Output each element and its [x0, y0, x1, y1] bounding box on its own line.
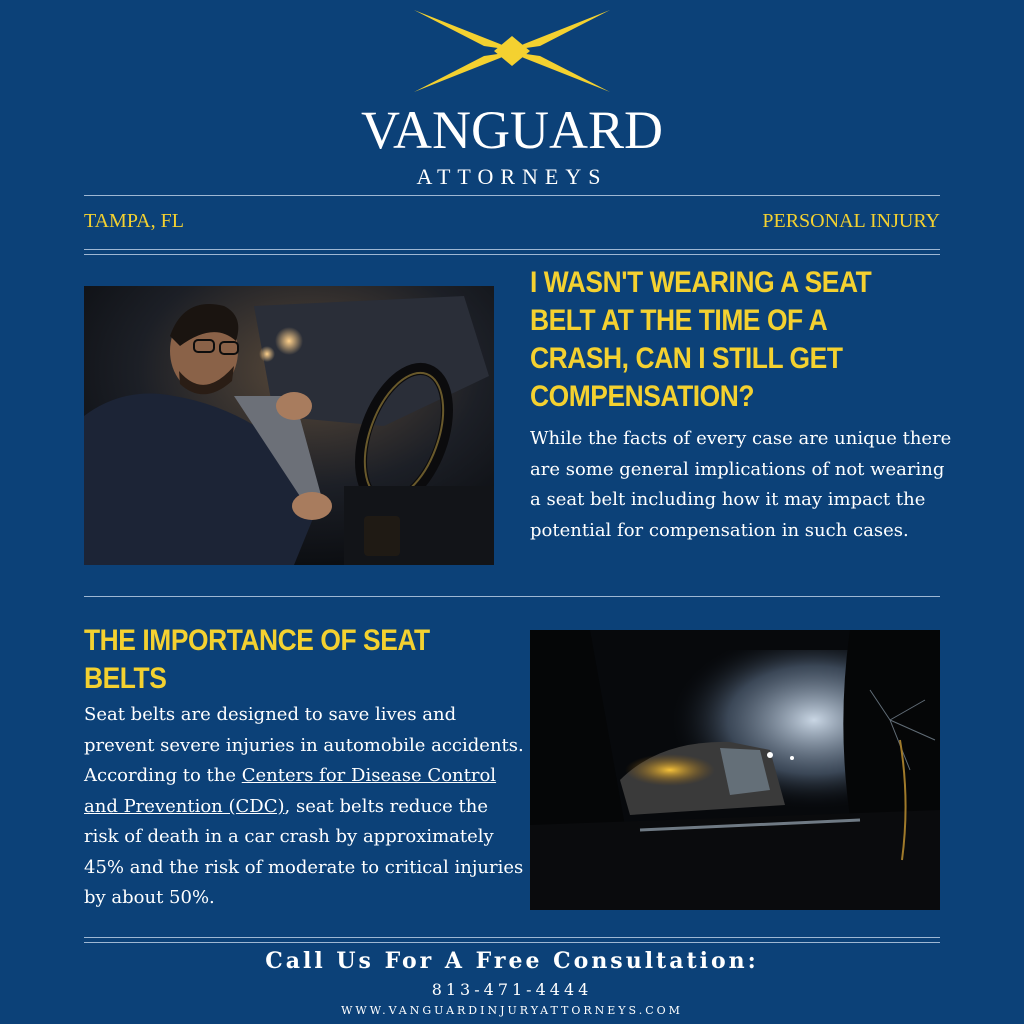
- man-fastening-seat-belt-photo: [84, 286, 494, 565]
- brand-subtitle: ATTORNEYS: [416, 164, 608, 189]
- section-2-body: [84, 700, 524, 914]
- section-divider: [84, 596, 940, 597]
- brand-name: VANGUARD: [360, 100, 664, 160]
- footer-divider-top: [84, 937, 940, 938]
- practice-area-label: PERSONAL INJURY: [762, 210, 940, 232]
- website-url[interactable]: WWW.VANGUARDINJURYATTORNEYS.COM: [341, 1004, 683, 1017]
- header-divider: [84, 195, 940, 196]
- footer-divider-bottom: [84, 942, 940, 943]
- cdc-link[interactable]: Centers for Disease Control and Prevention (CDC): [84, 765, 497, 817]
- consultation-cta: Call Us For A Free Consultation:: [265, 948, 759, 974]
- car-crash-wreck-photo: [530, 630, 940, 910]
- location-label: TAMPA, FL: [84, 210, 184, 232]
- meta-divider-bottom: [84, 254, 940, 255]
- section-1-body: While the facts of every case are unique there are some general implications of not wearing a seat belt including how it may impact the potential for compensation in such cases.: [530, 428, 952, 541]
- phone-number[interactable]: 813-471-4444: [431, 980, 593, 999]
- x-chevron-mark-icon: [412, 6, 612, 96]
- meta-divider-top: [84, 249, 940, 250]
- section-2-body-before: Seat belts are designed to save lives and prevent severe injuries in automobile accidents. According to the: [84, 704, 524, 786]
- section-1-heading: I WASN'T WEARING A SEAT BELT AT THE TIME OF A CRASH, CAN I STILL GET COMPENSATION?: [530, 266, 872, 413]
- section-2-body-after: , seat belts reduce the risk of death in a car crash by approximately 45% and the risk of moderate to critical injuries by about 50%.: [84, 795, 524, 908]
- section-2-heading: THE IMPORTANCE OF SEAT BELTS: [84, 624, 430, 695]
